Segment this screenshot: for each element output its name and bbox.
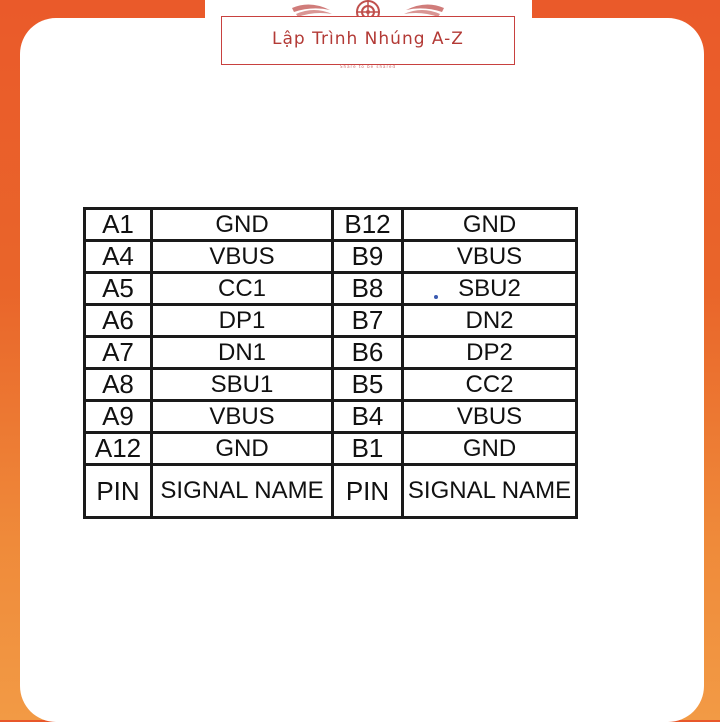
- signal-b-cell: DP2: [403, 337, 577, 369]
- table-row: [85, 369, 577, 401]
- signal-b-cell: GND: [403, 433, 577, 465]
- table-row: [85, 337, 577, 369]
- signal-a-cell: DP1: [152, 305, 333, 337]
- table-header-row: [85, 465, 577, 518]
- pin-b-cell: B12: [333, 209, 403, 241]
- pin-a-cell: A5: [85, 273, 152, 305]
- table-row: [85, 241, 577, 273]
- signal-a-cell: DN1: [152, 337, 333, 369]
- pin-b-cell: B8: [333, 273, 403, 305]
- brand-title: Lập Trình Nhúng A-Z: [272, 29, 464, 49]
- pin-a-cell: A12: [85, 433, 152, 465]
- signal-b-cell: VBUS: [403, 401, 577, 433]
- signal-b-cell: GND: [403, 209, 577, 241]
- pin-b-cell: B9: [333, 241, 403, 273]
- pin-b-header: PIN: [333, 465, 403, 518]
- signal-a-header: SIGNAL NAME: [152, 465, 333, 518]
- signal-a-cell: SBU1: [152, 369, 333, 401]
- signal-b-cell: CC2: [403, 369, 577, 401]
- pin-b-cell: B6: [333, 337, 403, 369]
- stray-dot: [434, 295, 438, 299]
- signal-a-cell: GND: [152, 209, 333, 241]
- table-row: [85, 209, 577, 241]
- pin-a-cell: A8: [85, 369, 152, 401]
- pin-a-cell: A7: [85, 337, 152, 369]
- brand-logo: [221, 16, 515, 65]
- signal-a-cell: GND: [152, 433, 333, 465]
- table-row: [85, 273, 577, 305]
- usb-c-pinout-table: [83, 207, 578, 519]
- signal-a-cell: CC1: [152, 273, 333, 305]
- signal-b-header: SIGNAL NAME: [403, 465, 577, 518]
- table-row: [85, 433, 577, 465]
- signal-b-cell: VBUS: [403, 241, 577, 273]
- pin-a-cell: A1: [85, 209, 152, 241]
- pin-a-cell: A4: [85, 241, 152, 273]
- pin-a-cell: A9: [85, 401, 152, 433]
- signal-b-cell: SBU2: [403, 273, 577, 305]
- signal-b-cell: DN2: [403, 305, 577, 337]
- signal-a-cell: VBUS: [152, 241, 333, 273]
- table-row: [85, 305, 577, 337]
- pin-b-cell: B5: [333, 369, 403, 401]
- pin-b-cell: B7: [333, 305, 403, 337]
- pin-a-header: PIN: [85, 465, 152, 518]
- signal-a-cell: VBUS: [152, 401, 333, 433]
- table-row: [85, 401, 577, 433]
- brand-subtitle: Share to be shared: [340, 64, 396, 69]
- pin-b-cell: B4: [333, 401, 403, 433]
- pin-a-cell: A6: [85, 305, 152, 337]
- pin-b-cell: B1: [333, 433, 403, 465]
